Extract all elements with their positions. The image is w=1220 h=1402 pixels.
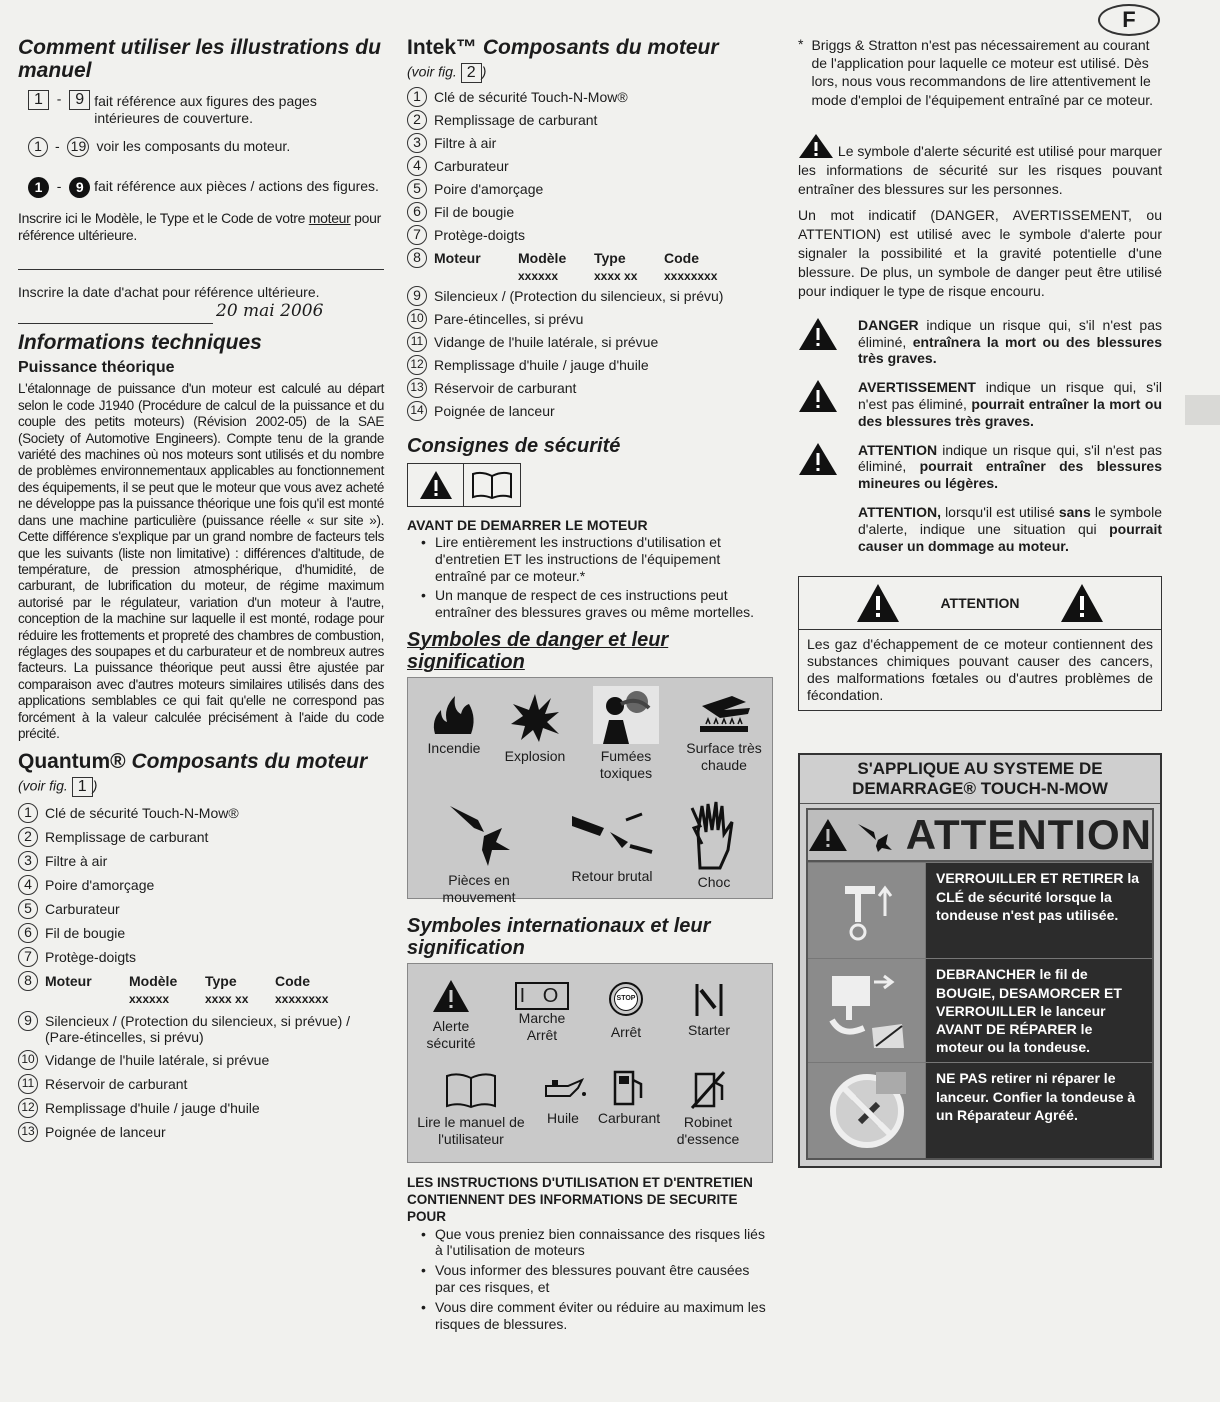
part-ref-end: 9 — [69, 177, 90, 198]
onoff-icon: I O — [515, 982, 569, 1010]
component-item — [18, 851, 384, 871]
motor-spec-grid: Moteur Modèle Type Code xxxxxx xxxx xx xxxxxxxx — [45, 973, 329, 1007]
moving-parts-icon — [444, 798, 514, 868]
inscribe-date-text: Inscrire la date d'achat pour référence ultérieure. — [18, 284, 320, 301]
hot-surface-icon — [694, 692, 754, 736]
component-number: 1 — [407, 87, 427, 107]
component-label: Poignée de lanceur — [45, 1124, 166, 1141]
component-number: 13 — [18, 1122, 38, 1142]
part-ref-start: 1 — [28, 177, 49, 198]
choke-symbol: Starter — [674, 982, 744, 1039]
manual-symbol: Lire le manuel de l'utilisateur — [410, 1070, 532, 1147]
sticker-row-no-repair-text: NE PAS retirer ni réparer le lanceur. Confier la tondeuse à un Réparateur Agréé. — [936, 1070, 1136, 1123]
no-repair-icon — [824, 1068, 910, 1154]
sticker-row-key — [808, 862, 1152, 958]
component-number: 6 — [407, 202, 427, 222]
explosion-icon — [509, 692, 561, 744]
intek-components-list — [407, 87, 773, 421]
fig-ref-text: fait référence aux figures des pages intérieures de couverture. — [94, 93, 317, 126]
component-label: Poignée de lanceur — [434, 403, 555, 420]
component-number: 3 — [407, 133, 427, 153]
component-item — [407, 110, 773, 130]
component-label: Carburateur — [45, 901, 120, 918]
component-item — [18, 1122, 384, 1142]
component-label: Réservoir de carburant — [434, 380, 577, 397]
component-label: Poire d'amorçage — [45, 877, 155, 894]
component-number: 5 — [407, 179, 427, 199]
quantum-components-list — [18, 803, 384, 1142]
section-title-tech: Informations techniques — [18, 331, 262, 355]
component-label: Protège-doigts — [45, 949, 137, 966]
component-label: Poire d'amorçage — [434, 181, 544, 198]
component-item — [407, 355, 773, 375]
section-title-quantum: Quantum® Composants du moteur — [18, 750, 368, 774]
component-label: Remplissage de carburant — [434, 112, 598, 129]
column-1 — [18, 36, 384, 1146]
component-item — [407, 309, 773, 329]
fuel-valve-icon — [690, 1070, 726, 1110]
component-item — [407, 156, 773, 176]
bullet-item: • Vous informer des blessures pouvant être causées par ces risques, et — [421, 1262, 773, 1296]
alert-triangle-icon — [798, 133, 834, 159]
oil-can-icon — [536, 1074, 590, 1106]
component-label: Pare-étincelles, si prévu — [434, 311, 584, 328]
component-number: 10 — [407, 309, 427, 329]
caution-definition: ATTENTION indique un risque qui, s'il n'est pas éliminé, pourrait entraîner des blessures mineures ou légères. — [798, 442, 1162, 492]
explosion-symbol: Explosion — [500, 692, 570, 765]
section-title-illustrations: Comment utiliser les illustrations du manuel — [18, 36, 381, 83]
component-number: 2 — [18, 827, 38, 847]
language-badge: F — [1098, 4, 1160, 36]
component-number: 9 — [407, 286, 427, 306]
component-item — [407, 378, 773, 398]
kickback-icon — [570, 802, 654, 864]
component-label: Fil de bougie — [434, 204, 515, 221]
model-write-line — [18, 269, 384, 270]
component-label: Clé de sécurité Touch-N-Mow® — [434, 89, 628, 106]
component-label: Vidange de l'huile latérale, si prévue — [434, 334, 659, 351]
component-item — [18, 875, 384, 895]
sticker-title: S'APPLIQUE AU SYSTEME DE DEMARRAGE® TOUCH-N-MOW — [800, 755, 1160, 805]
column-3 — [798, 36, 1162, 1168]
alert-triangle-icon — [808, 818, 848, 852]
component-number: 10 — [18, 1050, 38, 1070]
moving-parts-icon — [856, 818, 892, 852]
inscribe-model-text: Inscrire ici le Modèle, le Type et le Code de votre moteur pour référence ultérieure. — [18, 209, 381, 243]
quantum-fig-ref: (voir fig. 1 ) — [18, 778, 98, 796]
exhaust-warning-title: ATTENTION — [940, 595, 1020, 612]
component-item — [18, 1050, 384, 1070]
component-item — [407, 225, 773, 245]
component-item — [18, 947, 384, 967]
component-number: 3 — [18, 851, 38, 871]
component-number: 1 — [18, 803, 38, 823]
motor-spec-row — [407, 248, 773, 283]
component-label: Remplissage de carburant — [45, 829, 209, 846]
component-item — [407, 401, 773, 421]
bullet-item: • Vous dire comment éviter ou réduire au maximum les risques de blessures. — [421, 1299, 773, 1333]
component-number: 11 — [18, 1074, 38, 1094]
motor-spec-row — [18, 971, 384, 1006]
subtitle-power: Puissance théorique — [18, 359, 175, 377]
onoff-symbol: I O Marche Arrêt — [504, 982, 580, 1044]
danger-definition: DANGER indique un risque qui, s'il n'est pas éliminé, entraînera la mort ou des blessures très graves. — [798, 317, 1162, 367]
comp-ref-line: 1 - 19 voir les composants du moteur. — [28, 137, 384, 157]
part-ref-line: 1 - 9 fait référence aux pièces / actions des figures. — [28, 177, 384, 198]
moving-parts-symbol: Pièces en mouvement — [414, 798, 544, 905]
component-item — [18, 827, 384, 847]
date-field — [18, 301, 384, 327]
spark-plug-disconnect-icon — [822, 968, 912, 1054]
alert-triangle-icon — [798, 442, 838, 476]
fig-ref-start: 1 — [28, 90, 49, 110]
component-label: Remplissage d'huile / jauge d'huile — [434, 357, 649, 374]
component-number: 6 — [18, 923, 38, 943]
touch-n-mow-sticker — [798, 753, 1162, 1169]
fuel-valve-symbol: Robinet d'essence — [670, 1070, 746, 1147]
component-number: 7 — [407, 225, 427, 245]
component-label: Protège-doigts — [434, 227, 526, 244]
component-number: 2 — [407, 110, 427, 130]
column-2 — [407, 36, 773, 1335]
component-item — [18, 803, 384, 823]
caution-no-symbol-definition: ATTENTION, lorsqu'il est utilisé sans le symbole d'alerte, indique une situation qui pourrait causer un dommage au moteur. — [858, 504, 1162, 554]
component-item — [18, 899, 384, 919]
motor-spec-grid: Moteur Modèle Type Code xxxxxx xxxx xx xxxxxxxx — [434, 250, 718, 283]
component-number: 8 — [407, 248, 427, 268]
instructions-heading: LES INSTRUCTIONS D'UTILISATION ET D'ENTRETIEN CONTIENNENT DES INFORMATIONS DE SECURITE POUR — [407, 1175, 753, 1224]
intl-symbols-panel — [407, 963, 773, 1163]
section-title-intek: Intek™ Composants du moteur — [407, 36, 719, 59]
manual-book-icon — [444, 1070, 498, 1110]
alert-triangle-icon — [856, 583, 900, 623]
danger-symbols-panel — [407, 677, 773, 905]
sticker-row-spark — [808, 958, 1152, 1062]
fig-ref-line: 1 - 9 fait référence aux figures des pages intérieures de couverture. — [28, 90, 384, 127]
sticker-row-key-text: VERROUILLER ET RETIRER la CLÉ de sécurité lorsque la tondeuse n'est pas utilisée. — [936, 870, 1140, 923]
component-label: Silencieux / (Protection du silencieux, si prévue) / (Pare-étincelles, si prévu) — [45, 1012, 351, 1046]
component-item — [18, 1098, 384, 1118]
component-number: 13 — [407, 378, 427, 398]
bullet-item: • Que vous preniez bien connaissance des risques liés à l'utilisation de moteurs — [421, 1226, 773, 1260]
comp-ref-text: voir les composants du moteur. — [96, 137, 291, 154]
part-ref-text: fait référence aux pièces / actions des figures. — [94, 177, 379, 194]
alert-symbol-paragraph: Le symbole d'alerte sécurité est utilisé pour marquer les informations de sécurité sur les risques pouvant entraîner des blessures sur les personnes. — [798, 133, 1162, 199]
toxic-fumes-symbol: Fumées toxiques — [586, 686, 666, 781]
component-item — [407, 133, 773, 153]
component-number: 9 — [18, 1011, 38, 1031]
fire-symbol: Incendie — [416, 692, 492, 757]
component-number: 5 — [18, 899, 38, 919]
alert-triangle-icon — [798, 379, 838, 413]
bullet-item: • Lire entièrement les instructions d'utilisation et d'entretien ET les instructions de l'équipement entraîné par ce moteur.* — [421, 534, 773, 584]
component-item — [407, 179, 773, 199]
component-label: Réservoir de carburant — [45, 1076, 188, 1093]
comp-ref-start: 1 — [28, 137, 48, 157]
component-number: 11 — [407, 332, 427, 352]
component-item — [18, 1074, 384, 1094]
component-label: Remplissage d'huile / jauge d'huile — [45, 1100, 260, 1117]
before-start-heading: AVANT DE DEMARRER LE MOTEUR — [407, 517, 648, 534]
component-label: Vidange de l'huile latérale, si prévue — [45, 1052, 270, 1069]
exhaust-warning-box — [798, 576, 1162, 710]
component-item — [18, 923, 384, 943]
component-item — [407, 286, 773, 306]
page-tab-marker — [1185, 395, 1220, 425]
component-number: 7 — [18, 947, 38, 967]
warning-definition: AVERTISSEMENT indique un risque qui, s'il n'est pas éliminé, pourrait entraîner la mort ou des blessures très graves. — [798, 379, 1162, 429]
key-removal-icon — [827, 876, 907, 946]
before-start-bullets — [421, 534, 773, 621]
alert-symbol: Alerte sécurité — [416, 978, 486, 1051]
date-write-line — [18, 323, 213, 324]
alert-triangle-icon — [408, 464, 464, 506]
sticker-row-no-repair — [808, 1062, 1152, 1158]
fuel-symbol: Carburant — [596, 1068, 662, 1127]
alert-triangle-icon — [1060, 583, 1104, 623]
component-item — [407, 332, 773, 352]
sticker-row-spark-text: DEBRANCHER le fil de BOUGIE, DESAMORCER ET VERROUILLER le lanceur AVANT DE RÉPARER le moteur ou la tondeuse. — [936, 966, 1122, 1056]
stop-symbol: STOP Arrêt — [596, 982, 656, 1041]
safety-icons-box — [407, 463, 521, 507]
exhaust-warning-text: Les gaz d'échappement de ce moteur contiennent des substances chimiques pouvant causer des cancers, des malformations fœtales ou d'autres problèmes de fécondation. — [807, 636, 1153, 703]
handwritten-date: 20 mai 2006 — [216, 301, 324, 322]
alert-triangle-icon — [798, 317, 838, 351]
manual-book-icon — [464, 464, 520, 506]
footnote: * Briggs & Stratton n'est pas nécessairement au courant de l'application pour laquelle ce moteur est utilisé. Dès lors, nous vous recommandons de lire attentivement le mode d'emploi de l'équipement entraîné par ce moteur. — [798, 36, 1154, 108]
section-title-safety: Consignes de sécurité — [407, 435, 621, 458]
intek-fig-ref: (voir fig. 2 ) — [407, 63, 487, 82]
fig-ref-end: 9 — [69, 90, 90, 110]
power-paragraph: L'étalonnage de puissance d'un moteur est calculé au départ selon le code J1940 (Procédure de calcul de la puissance et du couple des petits moteurs) (Révision 2002-05) de la SAE (Society of Automotive Engineers). Compte tenu de la grande variété des machines où nos moteurs sont utilisés et du nombre de problèmes environnementaux applicables au fonctionnement des équipements, il se peut que le moteur que vous avez acheté ne développe pas la puissance théorique une fois qu'il est monté dans une machine particulière (puissance réelle « sur site »). Cette différence s'explique par un grand nombre de facteurs tels que les suivants (liste non limitative) : différences d'altitude, de température, de pression atmosphérique, d'humidité, de carburant, de lubrification du moteur, de régime maximum autorisé par le régulateur, variation d'un moteur à l'autre, conception de la machine sur laquelle il est monté, rodage pour réduire les frottements et propreté des chambres de combustion, réglages des soupapes et du carburateur et de nombreux autres facteurs. La puissance théorique peut aussi être ajustée par comparaison avec d'autres moteurs similaires utilisés dans des applications semblables ce qui fait qu'elle ne correspond pas forcément à la valeur calculée précisément à l'aide du code précité. — [18, 381, 384, 741]
oil-symbol: Huile — [530, 1074, 596, 1127]
component-label: Carburateur — [434, 158, 509, 175]
component-number: 4 — [407, 156, 427, 176]
section-title-intl-symbols: Symboles internationaux et leur signification — [407, 915, 711, 960]
component-number: 8 — [18, 971, 38, 991]
section-title-danger-symbols: Symboles de danger et leur signification — [407, 629, 669, 674]
component-number: 4 — [18, 875, 38, 895]
component-label: Fil de bougie — [45, 925, 126, 942]
kickback-symbol: Retour brutal — [556, 802, 668, 885]
fire-icon — [429, 692, 479, 736]
component-item — [407, 87, 773, 107]
component-item — [407, 202, 773, 222]
component-label: Silencieux / (Protection du silencieux, si prévu) — [434, 288, 724, 305]
component-number: 14 — [407, 401, 427, 421]
fuel-pump-icon — [611, 1068, 647, 1106]
component-label: Filtre à air — [45, 853, 108, 870]
shock-symbol: Choc — [676, 798, 752, 891]
sticker-banner: ATTENTION — [808, 810, 1152, 862]
stop-icon: STOP — [609, 982, 643, 1016]
hot-surface-symbol: Surface très chaude — [678, 692, 770, 773]
component-label: Filtre à air — [434, 135, 497, 152]
component-label: Clé de sécurité Touch-N-Mow® — [45, 805, 239, 822]
alert-triangle-icon — [431, 978, 471, 1014]
shock-icon — [688, 798, 740, 870]
bullet-item: • Un manque de respect de ces instructions peut entraîner des blessures graves ou même mortelles. — [421, 587, 773, 621]
component-item — [18, 1011, 384, 1047]
comp-ref-end: 19 — [67, 137, 89, 157]
component-number: 12 — [407, 355, 427, 375]
toxic-fumes-icon — [593, 686, 659, 744]
signal-word-paragraph: Un mot indicatif (DANGER, AVERTISSEMENT, ou ATTENTION) est utilisé avec le symbole d'alerte pour signaler la possibilité et la gravité potentielle d'une blessure. De plus, un symbole de danger peut être utilisé pour indiquer le type de risque encouru. — [798, 207, 1162, 299]
choke-icon — [691, 982, 727, 1018]
component-number: 12 — [18, 1098, 38, 1118]
instructions-bullets — [421, 1226, 773, 1333]
